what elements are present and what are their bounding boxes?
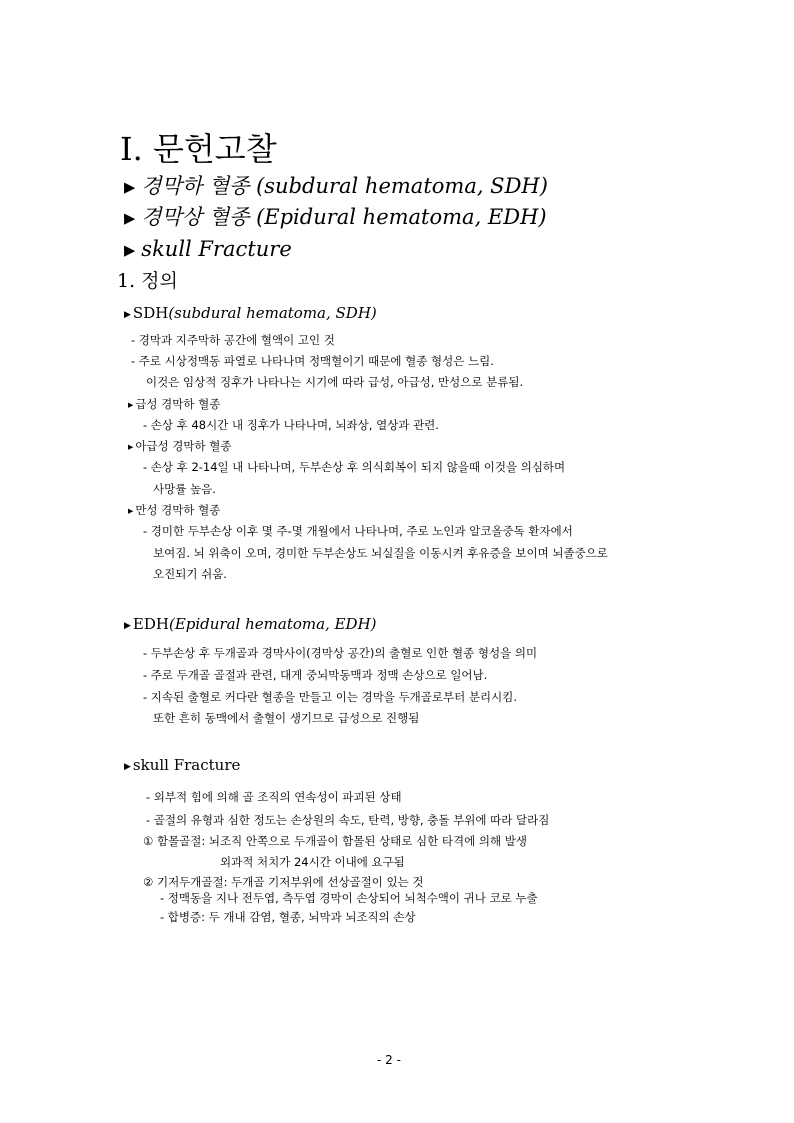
acute-sdh-label: ▶ 급성 경막하 혈종	[128, 397, 221, 411]
edh-line: - 지속된 출혈로 커다란 혈종을 만들고 이는 경막을 두개골로부터 분리시킴.	[143, 690, 517, 704]
skull-line: ② 기저두개골절: 두개골 기저부위에 선상골절이 있는 것	[143, 875, 424, 889]
triangle-bullet-icon: ▶	[124, 209, 136, 227]
chronic-sdh-label: ▶ 만성 경막하 혈종	[128, 503, 221, 517]
skull-line: - 정맥동을 지나 전두엽, 측두엽 경막이 손상되어 뇌척수액이 귀나 코로 누출	[160, 891, 538, 905]
subacute-sdh-line: 사망률 높음.	[153, 482, 216, 496]
skull-line: - 합병증: 두 개내 감염, 혈종, 뇌막과 뇌조직의 손상	[160, 910, 416, 924]
edh-line: 또한 흔히 동맥에서 출혈이 생기므로 급성으로 진행됨	[153, 711, 420, 725]
triangle-bullet-icon: ▶	[124, 761, 131, 772]
triangle-bullet-icon: ▶	[124, 309, 131, 320]
toc-item-skull: ▶ skull Fracture	[124, 237, 292, 261]
edh-heading: ▶ EDH(Epidural hematoma, EDH)	[124, 615, 377, 633]
page-title: Ⅰ. 문헌고찰	[120, 130, 277, 168]
toc-item-sdh: ▶ 경막하 혈종 (subdural hematoma, SDH)	[124, 174, 548, 198]
sdh-line: - 주로 시상정맥동 파열로 나타나며 정맥혈이기 때문에 혈종 형성은 느림.	[131, 354, 494, 368]
chronic-sdh-line: 보여짐. 뇌 위축이 오며, 경미한 두부손상도 뇌실질을 이동시켜 후유증을 보이며 뇌졸중으로	[153, 546, 608, 560]
skull-line: 외과적 처치가 24시간 이내에 요구됨	[220, 855, 405, 869]
subacute-sdh-line: - 손상 후 2-14일 내 나타나며, 두부손상 후 의식회복이 되지 않을때 이것을 의심하며	[143, 460, 566, 474]
chronic-sdh-line: 오진되기 쉬움.	[153, 567, 227, 581]
sdh-line: 이것은 임상적 징후가 나타나는 시기에 따라 급성, 아급성, 만성으로 분류됨.	[146, 375, 524, 389]
skull-line: - 골절의 유형과 심한 정도는 손상원의 속도, 탄력, 방향, 충돌 부위에 따라 달라짐	[146, 813, 550, 827]
triangle-bullet-icon: ▶	[124, 620, 131, 631]
acute-sdh-line: - 손상 후 48시간 내 징후가 나타나며, 뇌좌상, 열상과 관련.	[143, 418, 439, 432]
section-heading: 1. 정의	[117, 270, 178, 292]
edh-line: - 두부손상 후 두개골과 경막사이(경막상 공간)의 출혈로 인한 혈종 형성을 의미	[143, 646, 538, 660]
triangle-bullet-icon: ▶	[128, 401, 134, 410]
skull-line: ① 함몰골절: 뇌조직 안쪽으로 두개골이 함몰된 상태로 심한 타격에 의해 발생	[143, 834, 528, 848]
triangle-bullet-icon: ▶	[124, 241, 136, 259]
edh-line: - 주로 두개골 골절과 관련, 대게 중뇌막동맥과 정맥 손상으로 일어남.	[143, 668, 488, 682]
subacute-sdh-label: ▶ 아급성 경막하 혈종	[128, 439, 232, 453]
triangle-bullet-icon: ▶	[128, 507, 134, 516]
page-number: - 2 -	[377, 1053, 401, 1067]
sdh-heading: ▶ SDH(subdural hematoma, SDH)	[124, 304, 377, 322]
skull-line: - 외부적 힘에 의해 골 조직의 연속성이 파괴된 상태	[146, 790, 402, 804]
skull-fracture-heading: ▶ skull Fracture	[124, 756, 241, 774]
chronic-sdh-line: - 경미한 두부손상 이후 몇 주-몇 개월에서 나타나며, 주로 노인과 알코올중독 환자에서	[143, 524, 573, 538]
triangle-bullet-icon: ▶	[124, 178, 136, 196]
triangle-bullet-icon: ▶	[128, 443, 134, 452]
toc-item-edh: ▶ 경막상 혈종 (Epidural hematoma, EDH)	[124, 205, 547, 229]
sdh-line: - 경막과 지주막하 공간에 혈액이 고인 것	[131, 333, 335, 347]
